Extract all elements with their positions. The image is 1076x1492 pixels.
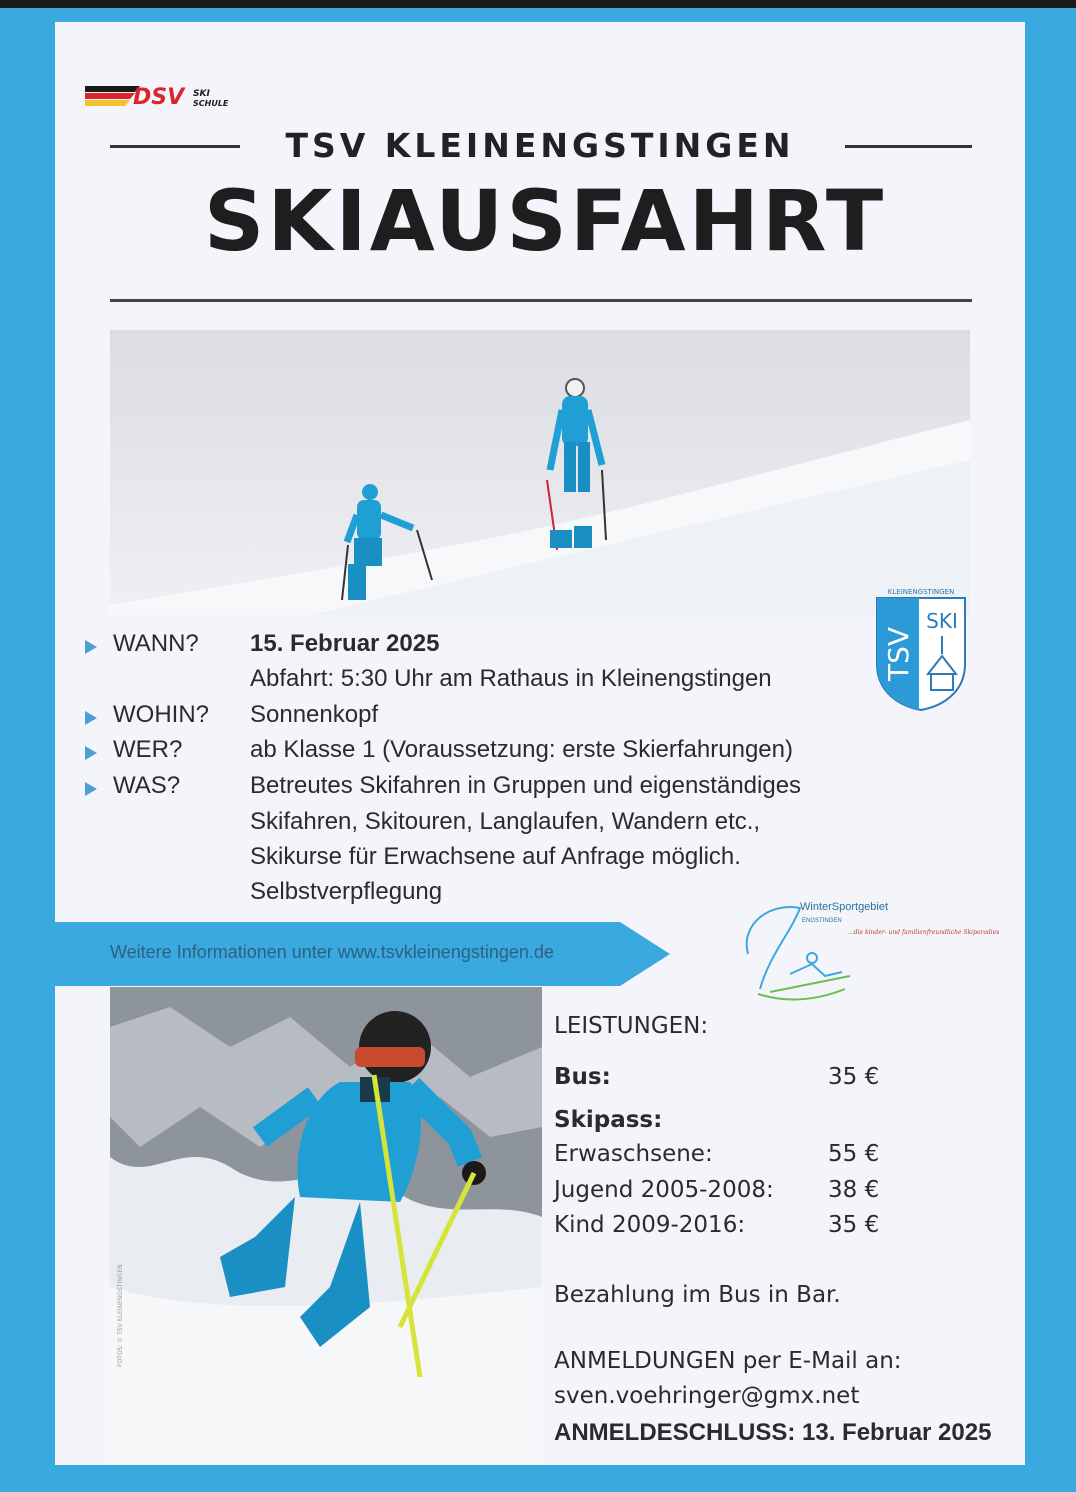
wer-value: ab Klasse 1 (Voraussetzung: erste Skierfahrungen)	[250, 736, 793, 763]
bullet-icon	[85, 636, 109, 655]
price-row-label: Jugend 2005-2008:	[554, 1177, 774, 1203]
wohin-label: WOHIN?	[113, 701, 209, 728]
payment-note: Bezahlung im Bus in Bar.	[554, 1282, 841, 1308]
top-edge	[0, 0, 1076, 8]
svg-text:SCHULE: SCHULE	[193, 99, 229, 108]
svg-text:SKI: SKI	[193, 89, 210, 99]
anmeldung-text: ANMELDUNGEN per E-Mail an:	[554, 1348, 902, 1374]
price-row-value: 55 €	[828, 1141, 880, 1167]
club-line-left	[110, 145, 240, 148]
skier-action-photo	[110, 987, 542, 1465]
bullet-icon	[85, 742, 109, 761]
svg-text:WinterSportgebiet: WinterSportgebiet	[800, 901, 889, 913]
leistungen-heading: LEISTUNGEN:	[554, 1013, 709, 1039]
title-divider	[110, 299, 972, 302]
wann-detail: Abfahrt: 5:30 Uhr am Rathaus in Kleinengstingen	[250, 665, 772, 692]
was-line-4: Selbstverpflegung	[250, 878, 443, 905]
svg-text:FOTOS: © TSV KLEINENGSTINGEN: FOTOS: © TSV KLEINENGSTINGEN	[117, 1264, 124, 1367]
club-line-right	[845, 145, 972, 148]
skiers-photo	[110, 330, 970, 615]
wohin-value: Sonnenkopf	[250, 701, 379, 728]
svg-text:SKI: SKI	[926, 609, 958, 633]
email-link[interactable]: sven.voehringer@gmx.net	[554, 1383, 860, 1409]
club-name: TSV KLEINENGSTINGEN	[285, 126, 795, 165]
svg-text:ENGSTINGEN: ENGSTINGEN	[802, 918, 842, 924]
dsv-skischule-logo	[85, 82, 245, 112]
skipass-label: Skipass:	[554, 1107, 663, 1133]
wann-label: WANN?	[113, 630, 199, 657]
was-line-2: Skifahren, Skitouren, Langlaufen, Wandern etc.,	[250, 808, 761, 835]
was-label: WAS?	[113, 772, 181, 799]
bullet-icon	[85, 778, 109, 797]
price-row-value: 38 €	[828, 1177, 880, 1203]
svg-text:DSV: DSV	[133, 85, 185, 110]
svg-text:...die kinder- und familienfre: ...die kinder- und familienfreundliche Skiparadies	[848, 929, 1000, 936]
deadline: ANMELDESCHLUSS: 13. Februar 2025	[554, 1419, 992, 1446]
bullet-icon	[85, 707, 109, 726]
svg-text:TSV: TSV	[882, 626, 915, 682]
was-line-3: Skikurse für Erwachsene auf Anfrage möglich.	[250, 843, 741, 870]
wer-label: WER?	[113, 736, 183, 763]
price-row-value: 35 €	[828, 1212, 880, 1238]
bus-price: 35 €	[828, 1064, 880, 1090]
price-row-label: Kind 2009-2016:	[554, 1212, 746, 1238]
wintersportgebiet-logo	[730, 894, 1000, 1014]
wann-date: 15. Februar 2025	[250, 630, 440, 657]
flyer	[55, 22, 1025, 1465]
svg-text:KLEINENGSTINGEN: KLEINENGSTINGEN	[887, 588, 955, 596]
was-line-1: Betreutes Skifahren in Gruppen und eigenständiges	[250, 772, 802, 799]
tsv-ski-badge	[873, 584, 969, 712]
page-title: SKIAUSFAHRT	[203, 172, 887, 270]
price-row-label: Erwaschsene:	[554, 1141, 713, 1167]
banner-link[interactable]: Weitere Informationen unter www.tsvkleinengstingen.de	[110, 942, 554, 962]
bus-label: Bus:	[554, 1064, 611, 1090]
